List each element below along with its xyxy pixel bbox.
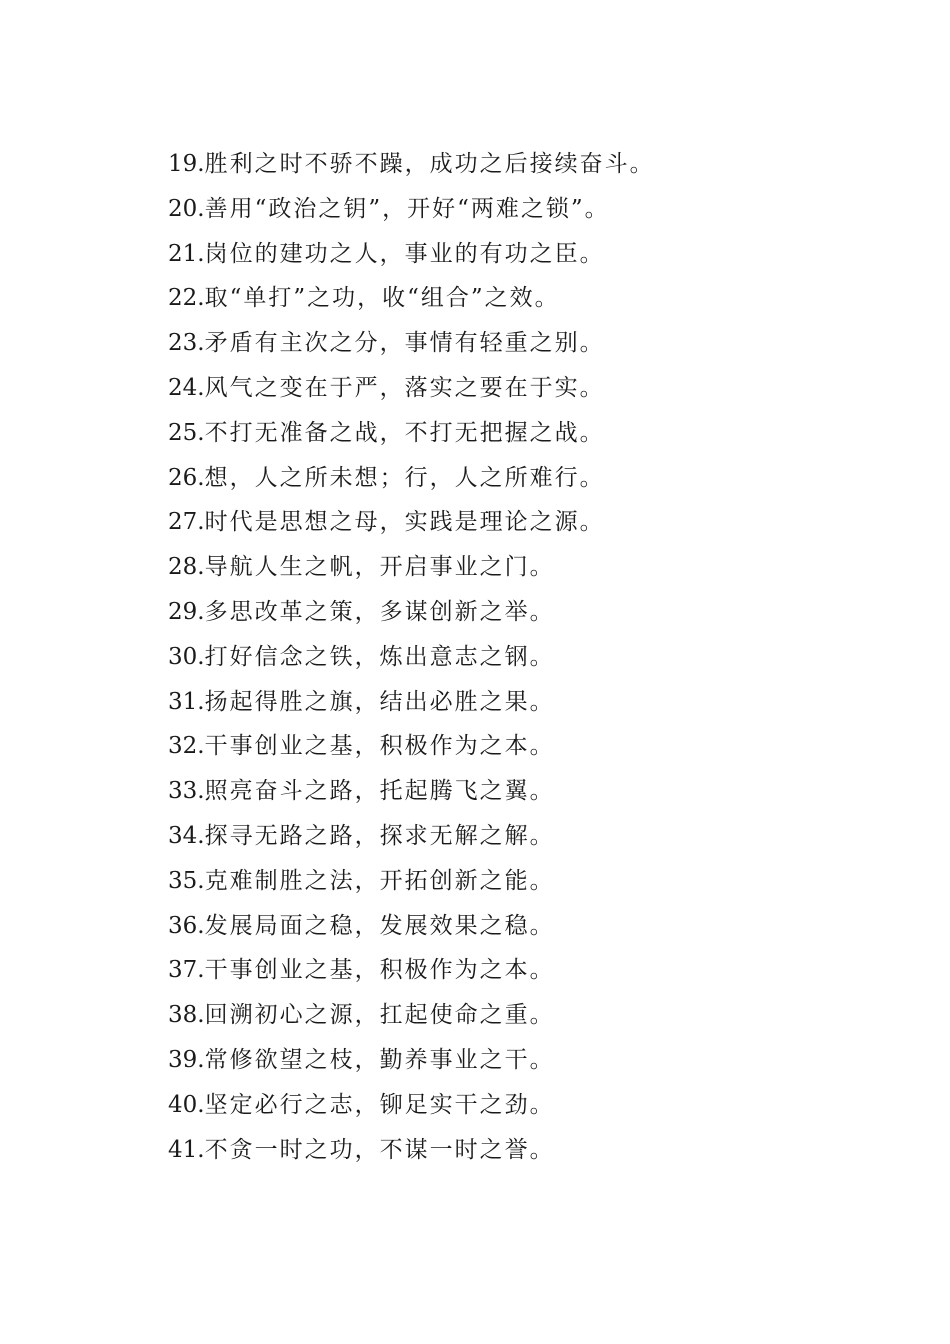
item-text: 回溯初心之源，扛起使命之重。: [204, 1002, 555, 1029]
list-item: [168, 1128, 655, 1173]
item-number: 30.: [168, 643, 205, 670]
list-item: [168, 635, 655, 680]
item-text: 胜利之时不骄不躁，成功之后接续奋斗。: [204, 151, 655, 177]
item-number: 35.: [168, 867, 205, 894]
item-number: 21.: [168, 240, 205, 267]
item-text: 打好信念之铁，炼出意志之钢。: [204, 643, 555, 670]
item-number: 39.: [168, 1046, 205, 1073]
item-number: 41.: [168, 1136, 205, 1163]
item-text: 取“单打”之功，收“组合”之效。: [204, 285, 560, 312]
item-text: 干事创业之基，积极作为之本。: [204, 733, 555, 760]
list-item: [168, 590, 655, 635]
item-number: 32.: [168, 733, 205, 760]
item-text: 照亮奋斗之路，托起腾飞之翼。: [204, 778, 555, 805]
item-number: 24.: [168, 374, 205, 401]
item-number: 22.: [168, 285, 205, 312]
list-item: [168, 814, 655, 859]
item-number: 37.: [168, 957, 205, 984]
item-number: 36.: [168, 912, 205, 939]
list-item: [168, 366, 655, 411]
item-text: 扬起得胜之旗，结出必胜之果。: [204, 688, 555, 715]
list-item: [168, 769, 655, 814]
list-item: [168, 187, 655, 232]
list-item: [168, 500, 655, 545]
item-number: 25.: [168, 419, 205, 446]
item-text: 发展局面之稳，发展效果之稳。: [204, 912, 555, 939]
item-number: 33.: [168, 778, 205, 805]
item-number: 20.: [168, 195, 205, 222]
item-number: 23.: [168, 330, 205, 357]
item-text: 多思改革之策，多谋创新之举。: [204, 598, 555, 625]
list-item: [168, 948, 655, 993]
item-number: 31.: [168, 688, 205, 715]
item-number: 40.: [168, 1091, 205, 1118]
list-item: [168, 411, 655, 456]
list-item: [168, 680, 655, 725]
item-text: 矛盾有主次之分，事情有轻重之别。: [204, 330, 605, 357]
item-text: 坚定必行之志，铆足实干之劲。: [204, 1091, 555, 1118]
list-item: [168, 1083, 655, 1128]
item-text: 想，人之所未想；行，人之所难行。: [204, 464, 605, 491]
item-number: 38.: [168, 1002, 205, 1029]
item-number: 27.: [168, 509, 205, 536]
list-item: [168, 142, 655, 187]
item-text: 不打无准备之战，不打无把握之战。: [204, 419, 605, 446]
item-text: 常修欲望之枝，勤养事业之干。: [204, 1046, 555, 1073]
list-item: [168, 456, 655, 501]
list-item: [168, 232, 655, 277]
list-item: [168, 1038, 655, 1083]
list-item: [168, 904, 655, 949]
list-item: [168, 321, 655, 366]
item-number: 28.: [168, 554, 205, 581]
slogan-list: [168, 142, 655, 1172]
list-item: [168, 724, 655, 769]
item-text: 风气之变在于严，落实之要在于实。: [204, 374, 605, 401]
list-item: [168, 276, 655, 321]
item-number: 19.: [168, 151, 205, 177]
item-number: 34.: [168, 822, 205, 849]
item-text: 时代是思想之母，实践是理论之源。: [204, 509, 605, 536]
list-item: [168, 859, 655, 904]
item-text: 岗位的建功之人，事业的有功之臣。: [204, 240, 605, 267]
item-text: 探寻无路之路，探求无解之解。: [204, 822, 555, 849]
list-item: [168, 993, 655, 1038]
item-text: 善用“政治之钥”，开好“两难之锁”。: [204, 195, 610, 222]
item-text: 干事创业之基，积极作为之本。: [204, 957, 555, 984]
item-number: 29.: [168, 598, 205, 625]
item-number: 26.: [168, 464, 205, 491]
list-item: [168, 545, 655, 590]
item-text: 克难制胜之法，开拓创新之能。: [204, 867, 555, 894]
item-text: 不贪一时之功，不谋一时之誉。: [204, 1136, 555, 1163]
item-text: 导航人生之帆，开启事业之门。: [204, 554, 555, 581]
